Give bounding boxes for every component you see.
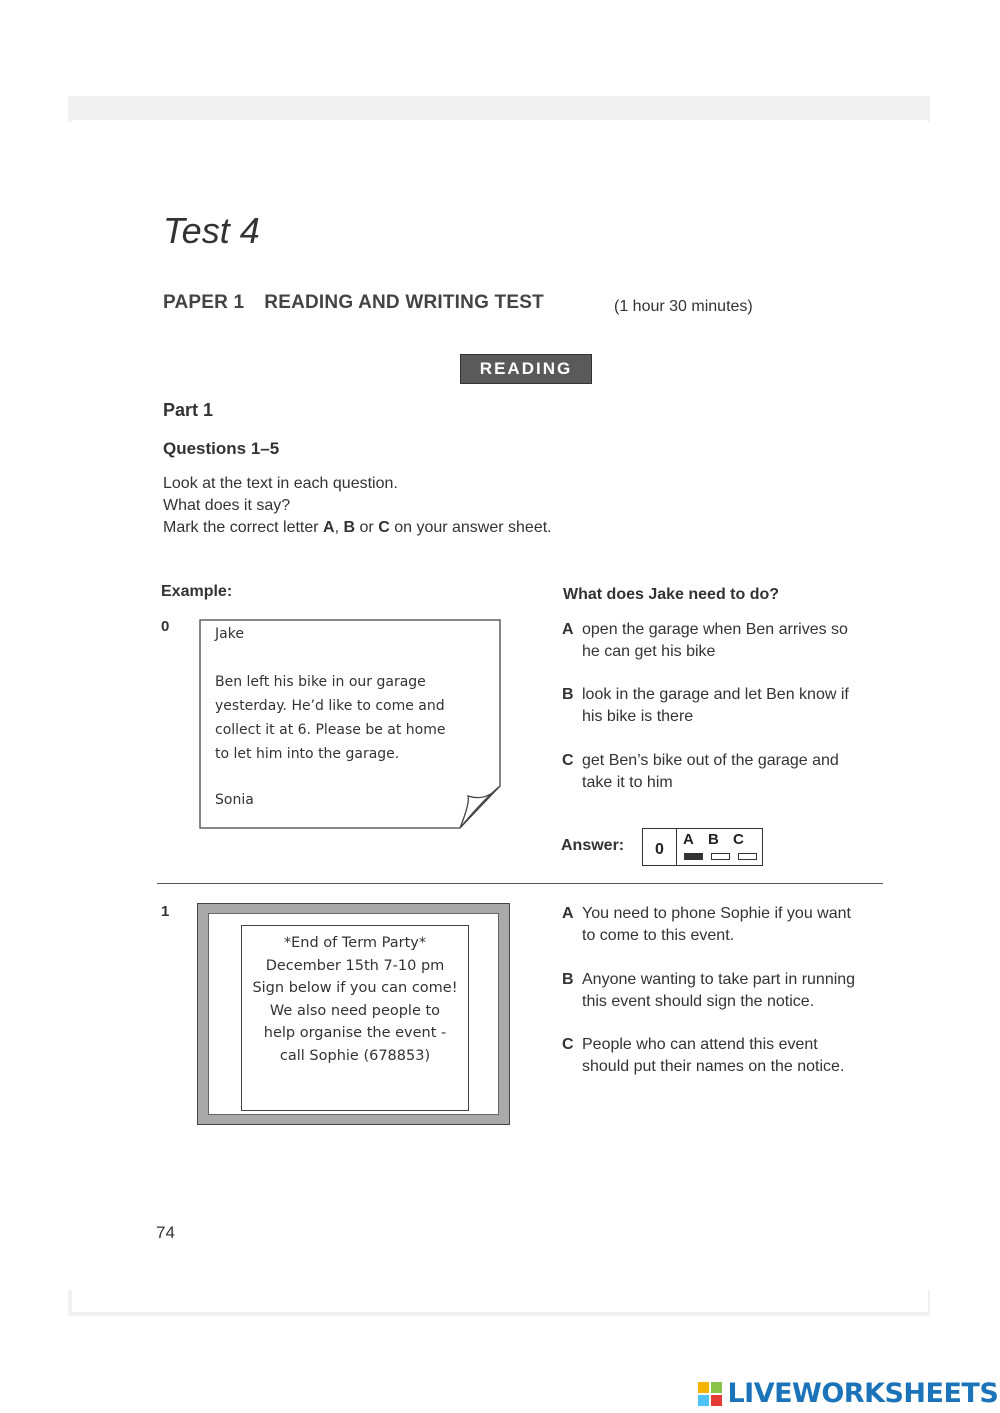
example-number: 0 [161,618,170,635]
notice-line: *End of Term Party* [283,935,427,951]
instruction-text: Mark the correct letter [163,519,324,536]
paper-label: PAPER 1 [163,292,245,313]
letter-c: C [378,519,390,536]
part-title: Part 1 [163,400,214,420]
option-letter: B [562,686,574,703]
answer-label: Answer: [561,837,625,854]
instruction-line-2: What does it say? [163,497,291,514]
paper-name: READING AND WRITING TEST [264,292,544,313]
letter-a: A [323,519,335,536]
notice-line: call Sophie (678853) [279,1047,431,1064]
option-line: his bike is there [582,708,694,725]
section-divider [157,883,883,884]
separator: , [334,519,344,536]
party-notice [241,925,469,1111]
question1-option-b [562,969,882,1013]
letter-b: B [343,519,356,536]
party-notice-board [208,913,499,1115]
answer-letter-a: A [683,831,694,848]
option-line: People who can attend this event [582,1036,818,1053]
option-line: take it to him [582,774,673,791]
instruction-text: on your answer sheet. [389,519,552,536]
answer-letter-b: B [708,831,719,848]
notice-line: help organise the event - [263,1025,447,1041]
test-title: Test 4 [163,210,260,251]
note-from: Sonia [215,792,254,808]
questions-range: Questions 1–5 [163,439,280,458]
paper-heading [163,292,544,314]
party-notice-frame [197,903,510,1125]
instruction-line-3 [163,519,552,537]
option-line: You need to phone Sophie if you want [582,905,851,922]
example-question: What does Jake need to do? [563,586,780,603]
notice-line: We also need people to [269,1002,441,1019]
note-body-line: to let him into the garage. [215,746,400,762]
note-body-line: yesterday. He’d like to come and [215,698,445,714]
option-line: to come to this event. [582,927,735,944]
option-letter: A [562,621,574,638]
option-line: get Ben’s bike out of the garage and [582,752,839,769]
separator: or [355,519,379,536]
answer-letter-c: C [733,831,744,848]
section-badge: READING [460,354,592,384]
option-line: this event should sign the notice. [582,993,815,1010]
example-label: Example: [161,583,233,600]
liveworksheets-brand: LIVEWORKSHEETS [727,1378,999,1409]
example-option-b [562,684,882,728]
option-letter: A [562,905,574,922]
liveworksheets-logo[interactable] [697,1378,998,1410]
notice-line: Sign below if you can come! [252,980,458,996]
answer-mark-c [738,853,757,860]
option-letter: B [562,971,574,988]
note-to: Jake [215,626,244,642]
answer-mark-a [684,853,703,860]
option-letter: C [562,752,574,769]
liveworksheets-icon [697,1381,723,1407]
option-line: Anyone wanting to take part in running [582,971,856,988]
instruction-line-1: Look at the text in each question. [163,475,398,492]
notice-line: December 15th 7-10 pm [265,957,445,974]
scan-top-band [68,96,930,122]
option-line: should put their names on the notice. [582,1058,845,1075]
question-number: 1 [161,903,170,920]
answer-box [642,828,763,866]
note-body-line: Ben left his bike in our garage [215,674,426,690]
option-letter: C [562,1036,574,1053]
question1-option-c [562,1034,882,1078]
option-line: open the garage when Ben arrives so [582,621,848,638]
question1-option-a [562,903,882,947]
option-line: look in the garage and let Ben know if [582,686,849,703]
example-option-c [562,750,882,794]
note-body-line: collect it at 6. Please be at home [215,722,446,738]
paper-duration: (1 hour 30 minutes) [614,298,753,315]
page-number: 74 [156,1223,175,1242]
answer-number: 0 [643,829,677,865]
option-line: he can get his bike [582,643,716,660]
example-option-a [562,619,882,663]
answer-mark-b [711,853,730,860]
